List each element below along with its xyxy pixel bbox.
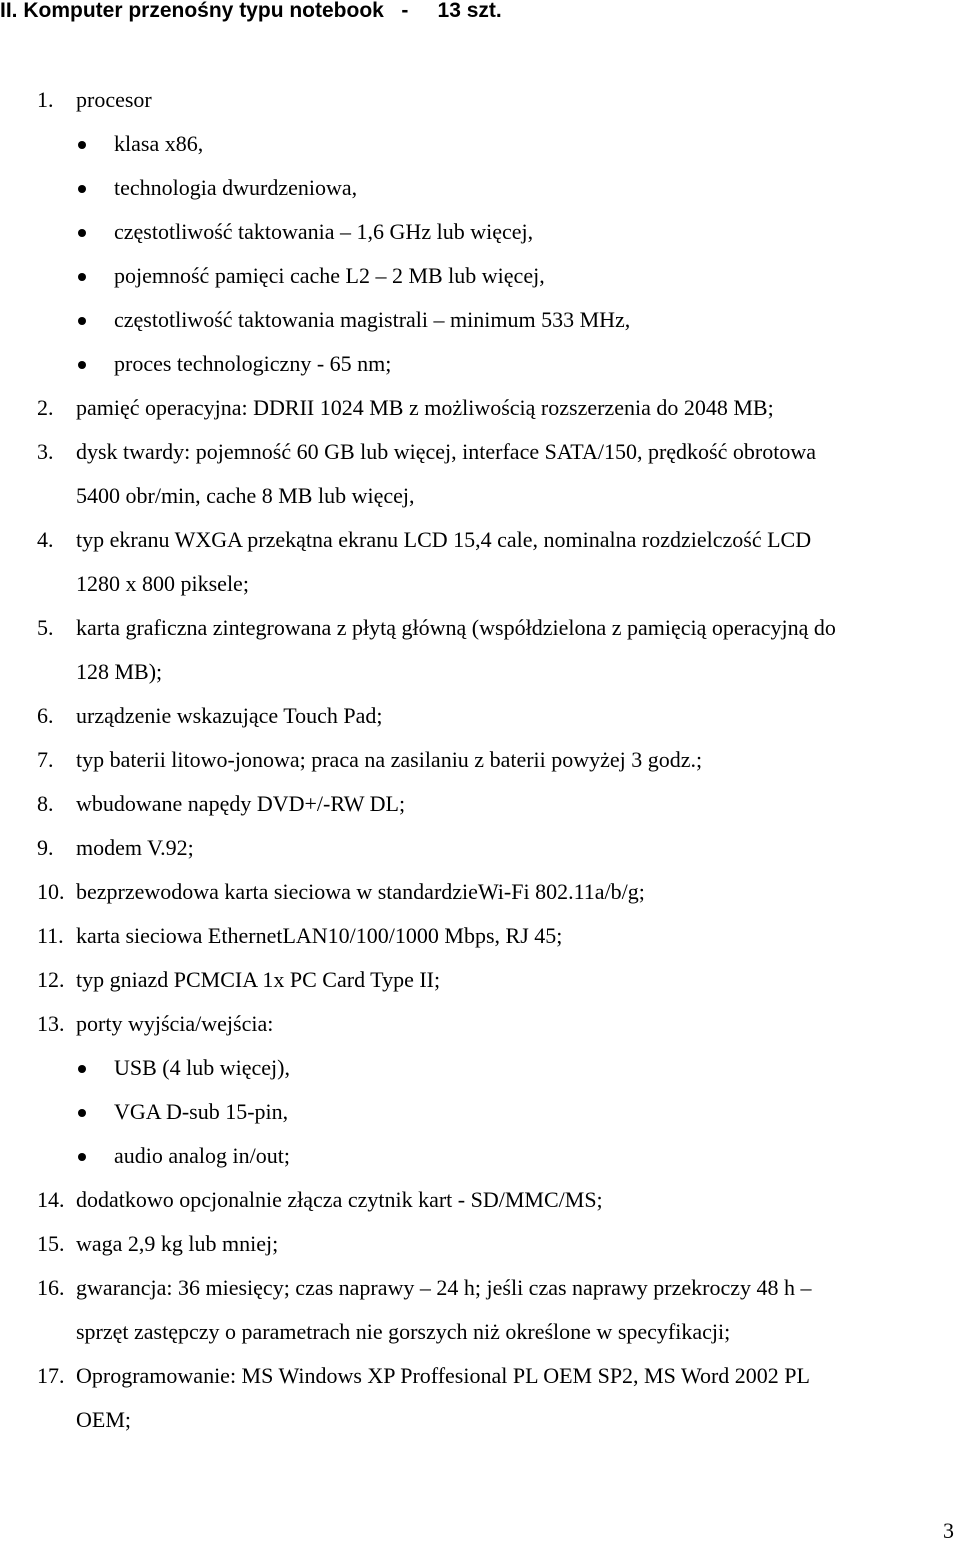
- item-text: waga 2,9 kg lub mniej;: [76, 1231, 279, 1256]
- list-item: [0, 78, 960, 122]
- list-item: [0, 1266, 960, 1310]
- bullet-icon: [78, 317, 86, 325]
- spec-list: [0, 78, 960, 1442]
- list-item: [0, 826, 960, 870]
- bullet-icon: [78, 229, 86, 237]
- bullet-text: częstotliwość taktowania magistrali – minimum 533 MHz,: [114, 307, 631, 332]
- bullet-icon: [78, 1109, 86, 1117]
- item-text: gwarancja: 36 miesięcy; czas naprawy – 24 h; jeśli czas naprawy przekroczy 48 h –: [76, 1275, 812, 1300]
- list-item: [0, 782, 960, 826]
- item-number: 13.: [37, 1011, 65, 1036]
- list-item: [0, 694, 960, 738]
- item-text: karta sieciowa EthernetLAN10/100/1000 Mbps, RJ 45;: [76, 923, 563, 948]
- item-number: 9.: [37, 835, 54, 860]
- item-number: 3.: [37, 439, 54, 464]
- page-number: 3: [943, 1518, 954, 1543]
- bullet-text: pojemność pamięci cache L2 – 2 MB lub więcej,: [114, 263, 545, 288]
- item-text: typ gniazd PCMCIA 1x PC Card Type II;: [76, 967, 441, 992]
- bullet-item: [0, 254, 960, 298]
- bullet-text: VGA D-sub 15-pin,: [114, 1099, 289, 1124]
- item-text: typ ekranu WXGA przekątna ekranu LCD 15,4 cale, nominalna rozdzielczość LCD: [76, 527, 812, 552]
- bullet-item: [0, 342, 960, 386]
- item-text: karta graficzna zintegrowana z płytą główną (współdzielona z pamięcią operacyjną do: [76, 615, 836, 640]
- item-number: 7.: [37, 747, 54, 772]
- item-text: dysk twardy: pojemność 60 GB lub więcej, interface SATA/150, prędkość obrotowa: [76, 439, 816, 464]
- bullet-icon: [78, 1153, 86, 1161]
- item-number: 1.: [37, 87, 54, 112]
- section-heading: II. Komputer przenośny typu notebook - 13 szt.: [0, 0, 502, 22]
- bullet-icon: [78, 361, 86, 369]
- bullet-item: [0, 298, 960, 342]
- bullet-item: [0, 166, 960, 210]
- bullet-icon: [78, 273, 86, 281]
- item-number: 17.: [37, 1363, 65, 1388]
- item-text-continuation: 5400 obr/min, cache 8 MB lub więcej,: [76, 483, 415, 508]
- list-item: [0, 738, 960, 782]
- item-text-continuation: OEM;: [76, 1407, 131, 1432]
- list-item: [0, 1354, 960, 1398]
- list-item: [0, 518, 960, 562]
- item-text: urządzenie wskazujące Touch Pad;: [76, 703, 383, 728]
- item-number: 14.: [37, 1187, 65, 1212]
- bullet-text: proces technologiczny - 65 nm;: [114, 351, 392, 376]
- list-item-continuation: [0, 474, 960, 518]
- item-number: 16.: [37, 1275, 65, 1300]
- list-item-continuation: [0, 1310, 960, 1354]
- item-number: 8.: [37, 791, 54, 816]
- list-item: [0, 606, 960, 650]
- item-text: pamięć operacyjna: DDRII 1024 MB z możliwością rozszerzenia do 2048 MB;: [76, 395, 774, 420]
- bullet-text: audio analog in/out;: [114, 1143, 290, 1168]
- list-item: [0, 386, 960, 430]
- item-text: modem V.92;: [76, 835, 194, 860]
- bullet-item: [0, 122, 960, 166]
- list-item: [0, 1002, 960, 1046]
- item-number: 10.: [37, 879, 65, 904]
- bullet-text: częstotliwość taktowania – 1,6 GHz lub więcej,: [114, 219, 534, 244]
- bullet-icon: [78, 141, 86, 149]
- item-text: bezprzewodowa karta sieciowa w standardzieWi-Fi 802.11a/b/g;: [76, 879, 645, 904]
- bullet-item: [0, 1090, 960, 1134]
- list-item: [0, 914, 960, 958]
- bullet-text: USB (4 lub więcej),: [114, 1055, 290, 1080]
- item-text: dodatkowo opcjonalnie złącza czytnik kart - SD/MMC/MS;: [76, 1187, 603, 1212]
- item-number: 6.: [37, 703, 54, 728]
- bullet-item: [0, 1134, 960, 1178]
- item-number: 11.: [37, 923, 64, 948]
- bullet-icon: [78, 185, 86, 193]
- list-item: [0, 870, 960, 914]
- bullet-text: technologia dwurdzeniowa,: [114, 175, 358, 200]
- item-number: 12.: [37, 967, 65, 992]
- item-text-continuation: 128 MB);: [76, 659, 163, 684]
- list-item-continuation: [0, 562, 960, 606]
- item-text: procesor: [76, 87, 152, 112]
- item-number: 5.: [37, 615, 54, 640]
- bullet-item: [0, 210, 960, 254]
- list-item-continuation: [0, 650, 960, 694]
- item-text: porty wyjścia/wejścia:: [76, 1011, 274, 1036]
- item-text-continuation: sprzęt zastępczy o parametrach nie gorszych niż określone w specyfikacji;: [76, 1319, 731, 1344]
- bullet-icon: [78, 1065, 86, 1073]
- item-text: typ baterii litowo-jonowa; praca na zasilaniu z baterii powyżej 3 godz.;: [76, 747, 703, 772]
- item-text-continuation: 1280 x 800 piksele;: [76, 571, 249, 596]
- list-item: [0, 430, 960, 474]
- item-text: Oprogramowanie: MS Windows XP Proffesional PL OEM SP2, MS Word 2002 PL: [76, 1363, 810, 1388]
- bullet-item: [0, 1046, 960, 1090]
- bullet-text: klasa x86,: [114, 131, 204, 156]
- list-item: [0, 958, 960, 1002]
- item-text: wbudowane napędy DVD+/-RW DL;: [76, 791, 406, 816]
- item-number: 15.: [37, 1231, 65, 1256]
- list-item: [0, 1178, 960, 1222]
- list-item-continuation: [0, 1398, 960, 1442]
- item-number: 4.: [37, 527, 54, 552]
- list-item: [0, 1222, 960, 1266]
- item-number: 2.: [37, 395, 54, 420]
